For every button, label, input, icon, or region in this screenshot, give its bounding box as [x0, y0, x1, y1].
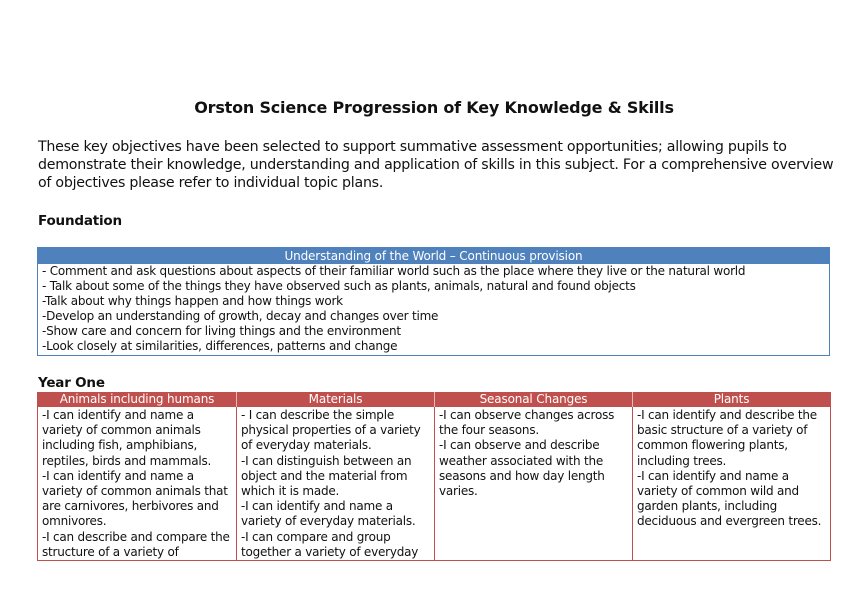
foundation-box-header: Understanding of the World – Continuous provision — [38, 248, 829, 264]
foundation-objective: - Comment and ask questions about aspects of their familiar world such as the place where they live or the natural world — [42, 264, 746, 278]
year-one-content-row — [38, 407, 831, 561]
cell-objective: -I can describe and compare the structure of a variety of — [42, 529, 230, 559]
cell-seasonal-changes-text — [439, 408, 629, 560]
foundation-objective: -Develop an understanding of growth, decay and changes over time — [42, 309, 439, 323]
cell-objective: -I can distinguish between an object and the material from which it is made. — [241, 453, 412, 499]
document-title: Orston Science Progression of Key Knowledge & Skills — [194, 98, 674, 117]
cell-plants — [633, 407, 831, 561]
year-one-header-row — [38, 392, 831, 407]
cell-materials-text — [241, 408, 431, 560]
cell-objective: -I can compare and group together a variety of everyday — [241, 529, 419, 559]
foundation-objective: -Show care and concern for living things and the environment — [42, 324, 401, 338]
foundation-objectives-list — [38, 264, 829, 354]
cell-objective: -I can identify and name a variety of everyday materials. — [241, 499, 416, 529]
cell-objective: - I can describe the simple physical properties of a variety of everyday materials. — [241, 408, 421, 453]
foundation-box — [37, 247, 830, 356]
cell-objective: -I can identify and name a variety of common animals including fish, amphibians, reptiles, birds and mammals. — [42, 408, 212, 468]
cell-objective: -I can identify and name a variety of common wild and garden plants, including deciduous and evergreen trees. — [637, 468, 822, 529]
cell-objective: -I can identify and describe the basic structure of a variety of common flowering plants, including trees. — [637, 408, 817, 468]
foundation-objective: - Talk about some of the things they have observed such as plants, animals, natural and found objects — [42, 279, 636, 293]
foundation-objective: -Look closely at similarities, differences, patterns and change — [42, 339, 398, 353]
column-header-plants: Plants — [633, 392, 831, 407]
cell-objective: -I can observe changes across the four seasons. — [439, 408, 615, 438]
cell-objective: -I can identify and name a variety of common animals that are carnivores, herbivores and omnivores. — [42, 468, 228, 529]
column-header-seasonal-changes: Seasonal Changes — [435, 392, 633, 407]
column-header-animals: Animals including humans — [38, 392, 237, 407]
cell-plants-text — [637, 408, 827, 560]
year-one-heading: Year One — [38, 375, 105, 391]
cell-animals-text — [42, 408, 233, 560]
foundation-objective: -Talk about why things happen and how things work — [42, 294, 343, 308]
cell-animals — [38, 407, 237, 561]
cell-seasonal-changes — [435, 407, 633, 561]
column-header-materials: Materials — [237, 392, 435, 407]
foundation-heading: Foundation — [38, 213, 122, 229]
cell-materials — [237, 407, 435, 561]
year-one-table — [37, 392, 831, 561]
intro-paragraph: These key objectives have been selected to support summative assessment opportunities; allowing pupils to demonstrate their knowledge, understanding and application of skills in this subject. For a comprehensive overview of objectives please refer to individual topic plans. — [38, 139, 834, 191]
cell-objective: -I can observe and describe weather associated with the seasons and how day length varies. — [439, 438, 605, 499]
